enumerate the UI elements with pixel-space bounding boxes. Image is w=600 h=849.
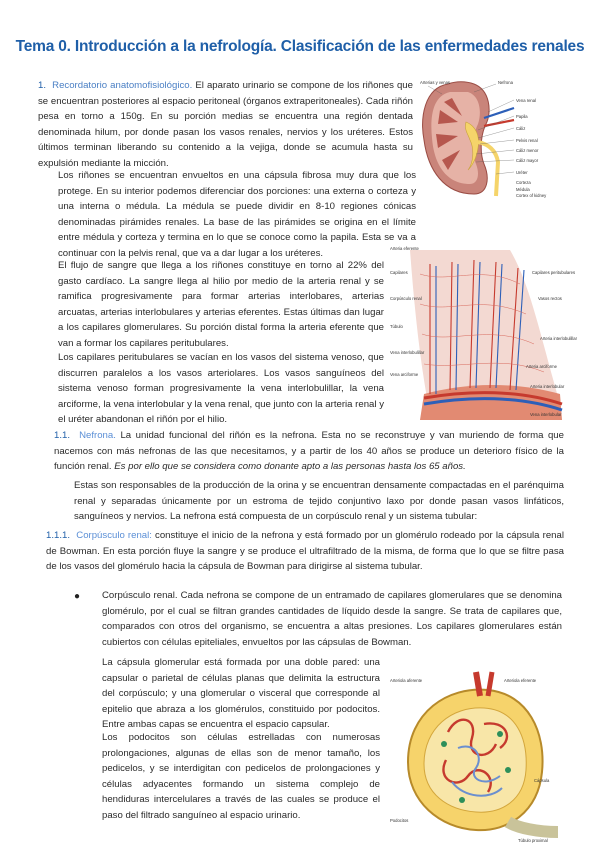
bullet-para-2 — [102, 655, 380, 733]
fig1-label-8: Cáliz mayor — [516, 158, 539, 163]
fig2-label-6: Túbulo — [390, 324, 403, 329]
section-1-heading: Recordatorio anatomofisiológico. — [52, 80, 193, 91]
fig2-label-4: Capilares peritubulares — [532, 270, 576, 275]
section-11-heading: Nefrona. — [79, 430, 116, 441]
fig3-label-5: Túbulo proximal — [518, 838, 548, 843]
fig1-label-4: Papila — [516, 114, 528, 119]
fig2-label-8: Arteria interlobulillar — [540, 336, 578, 341]
fig2-label-11: Arteria interlobular — [530, 384, 565, 389]
fig1-label-3: Vena renal — [516, 98, 537, 103]
fig1-label-7: Cáliz menor — [516, 148, 539, 153]
kidney-svg — [418, 78, 568, 198]
section-111-text-1: constituye el inicio de la nefrona y está formado por un glomérulo rodeado por la cápsula renal de Bowman. En esta porción fluye la sangre y se produce el ultrafiltrado de la misma, de forma que lo que se filtre pasa de los vasos del glomérulo hacia la cápsula de Bowman para dirigirse al sistema tubular. — [46, 530, 564, 572]
kidney-illustration — [418, 78, 568, 198]
section-1-text-4: Los capilares peritubulares se vacían en los vasos del sistema venoso, que discurren paralelos a los vasos arteriolares. Los vasos sanguíneos del sistema venoso forman progresivamente la vena interlobulillar, la vena arciforme, la vena interlobular y la vena renal, que junto con la arteria renal y el uréter abandonan el riñón por el hilio. — [58, 352, 384, 425]
section-1-text-2: Los riñones se encuentran envueltos en una cápsula fibrosa muy dura que los protege. En su interior podemos diferenciar dos porciones: una externa o corteza y una interna o médula. La médula se puede dividir en 8-10 regiones cónicas denominadas pirámides renales. La base de las pirámides se origina en el límite entre médula y corteza y termina en lo que se conoce como la papila. Esta se va a continuar con la pelvis renal, que va a dar lugar a los uréteres. — [58, 170, 416, 259]
bullet-text-2: La cápsula glomerular está formada por una doble pared: una capsular o parietal de células planas que delimita la estructura del corpúsculo; y una glomerular o visceral que corresponde al epitelio que abraza a los glomérulos, constituido por podocitos. Entre ambas capas se encuentra el espacio capsular. — [102, 657, 380, 730]
fig3-label-3: Podocitos — [390, 818, 409, 823]
fig1-label-2: Nefrona — [498, 80, 513, 85]
section-11-number: 1.1. — [54, 430, 71, 441]
fig2-label-1: Arteria eferente — [390, 246, 419, 251]
bullet-para-1 — [102, 588, 562, 650]
fig2-label-7: Vena interlobulillar — [390, 350, 425, 355]
fig1-label-12: Cortex of kidney — [516, 193, 547, 198]
page-title: Tema 0. Introducción a la nefrología. Clasificación de las enfermedades renales — [15, 38, 585, 55]
fig1-label-10: Corteza — [516, 180, 531, 185]
fig2-label-5: Vasos rectos — [538, 296, 562, 301]
fig1-label-9: Uréter — [516, 170, 528, 175]
fig2-label-12: Vena interlobular — [530, 412, 562, 417]
fig3-label-2: Arteriola eferente — [504, 678, 537, 683]
glomerulus-illustration — [388, 672, 563, 844]
fig3-label-4: Cápsula — [534, 778, 550, 783]
section-1-text-3: El flujo de sangre que llega a los riñones constituye en torno al 22% del gasto cardíaco. La sangre llega al hilio por medio de la arteria renal y se ramifica progresivamente para formar arterias interlobares, arterias arcuatas, arterias interlobulares y arterias eferentes. Estas últimas dan lugar a los capilares glomerulares. Su porción distal forma la arteria eferente que van a formar los capilares peritubulares. — [58, 260, 384, 349]
fig2-label-10: Arteria arciforme — [526, 364, 557, 369]
section-111-number: 1.1.1. — [46, 530, 71, 541]
section-11-italic: Es por ello que se considera como donante apto a las personas hasta los 65 años. — [114, 461, 466, 472]
renal-vessels-illustration — [390, 244, 578, 420]
section-1-para-3 — [58, 258, 384, 351]
glomerulus-svg — [388, 672, 563, 844]
bullet-dot: ● — [74, 591, 81, 602]
fig2-label-2: Capilares — [390, 270, 408, 275]
section-111-heading: Corpúsculo renal: — [76, 530, 152, 541]
section-11-text-2: Estas son responsables de la producción de la orina y se encuentran densamente compactadas en el parénquima renal y separadas únicamente por un estroma de tejido conjuntivo laxo por donde pasan vasos linfáticos, sanguíneos y nervios. La nefrona está compuesta de un corpúsculo renal y un sistema tubular: — [74, 480, 564, 522]
section-1-para-4 — [58, 350, 384, 428]
section-1-text-1: El aparato urinario se compone de los riñones que se encuentran posteriores al espacio peritoneal (órganos extraperitoneales). Cada riñón pesa en torno a 150g. En su porción medias se encuentra una región dentada denominada hilum, por donde pasan los vasos renales, nervios y los uréteres. Estos últimos terminan liberando su contenido a la vejiga, donde se acumula hasta su expulsión mediante la micción. — [38, 80, 413, 169]
bullet-text-3: Los podocitos son células estrelladas con numerosas prolongaciones, algunas de ellas son de menor tamaño, los pedicelos, y se interdigitan con pedicelos de prolongaciones y células adyacentes formando un sistema complejo de hendiduras intercelulares a través de las cuales se produce el paso del filtrado sanguíneo al espacio urinario. — [102, 732, 380, 821]
section-11-para-2 — [74, 478, 564, 525]
bullet-para-3 — [102, 730, 380, 823]
section-11-para-1 — [54, 428, 564, 475]
section-1-para-2a — [58, 168, 416, 261]
section-111-para-1 — [46, 528, 564, 575]
fig1-label-5: Cáliz — [516, 126, 526, 131]
fig1-label-11: Médula — [516, 187, 530, 192]
fig2-label-9: Vena arciforme — [390, 372, 419, 377]
fig1-label-6: Pelvis renal — [516, 138, 538, 143]
fig3-label-1: Arteriola aferente — [390, 678, 423, 683]
section-1-para-1 — [38, 78, 413, 171]
section-1-number: 1. — [38, 80, 47, 91]
section-11-text-1: La unidad funcional del riñón es la nefrona. Esta no se reconstruye y van muriendo de forma que nacemos con más nefronas de las que necesitamos, y a partir de los 40 años se produce un deterioro físico de la función renal. — [54, 430, 564, 472]
fig1-label-1: Arterias y venas — [420, 80, 451, 85]
bullet-text-1: Corpúsculo renal. Cada nefrona se compone de un entramado de capilares glomerulares que se denomina glomérulo, por el cual se filtran grandes cantidades de líquido desde la sangre. Se trata de capilares que, comparados con otros del organismo, se encuentra a altas presiones. Los capilares glomerulares están cubiertos con células epiteliales, envueltos por las cápsulas de Bowman. — [102, 590, 562, 648]
vessels-svg — [390, 244, 578, 420]
fig2-label-3: Corpúsculo renal — [390, 296, 422, 301]
